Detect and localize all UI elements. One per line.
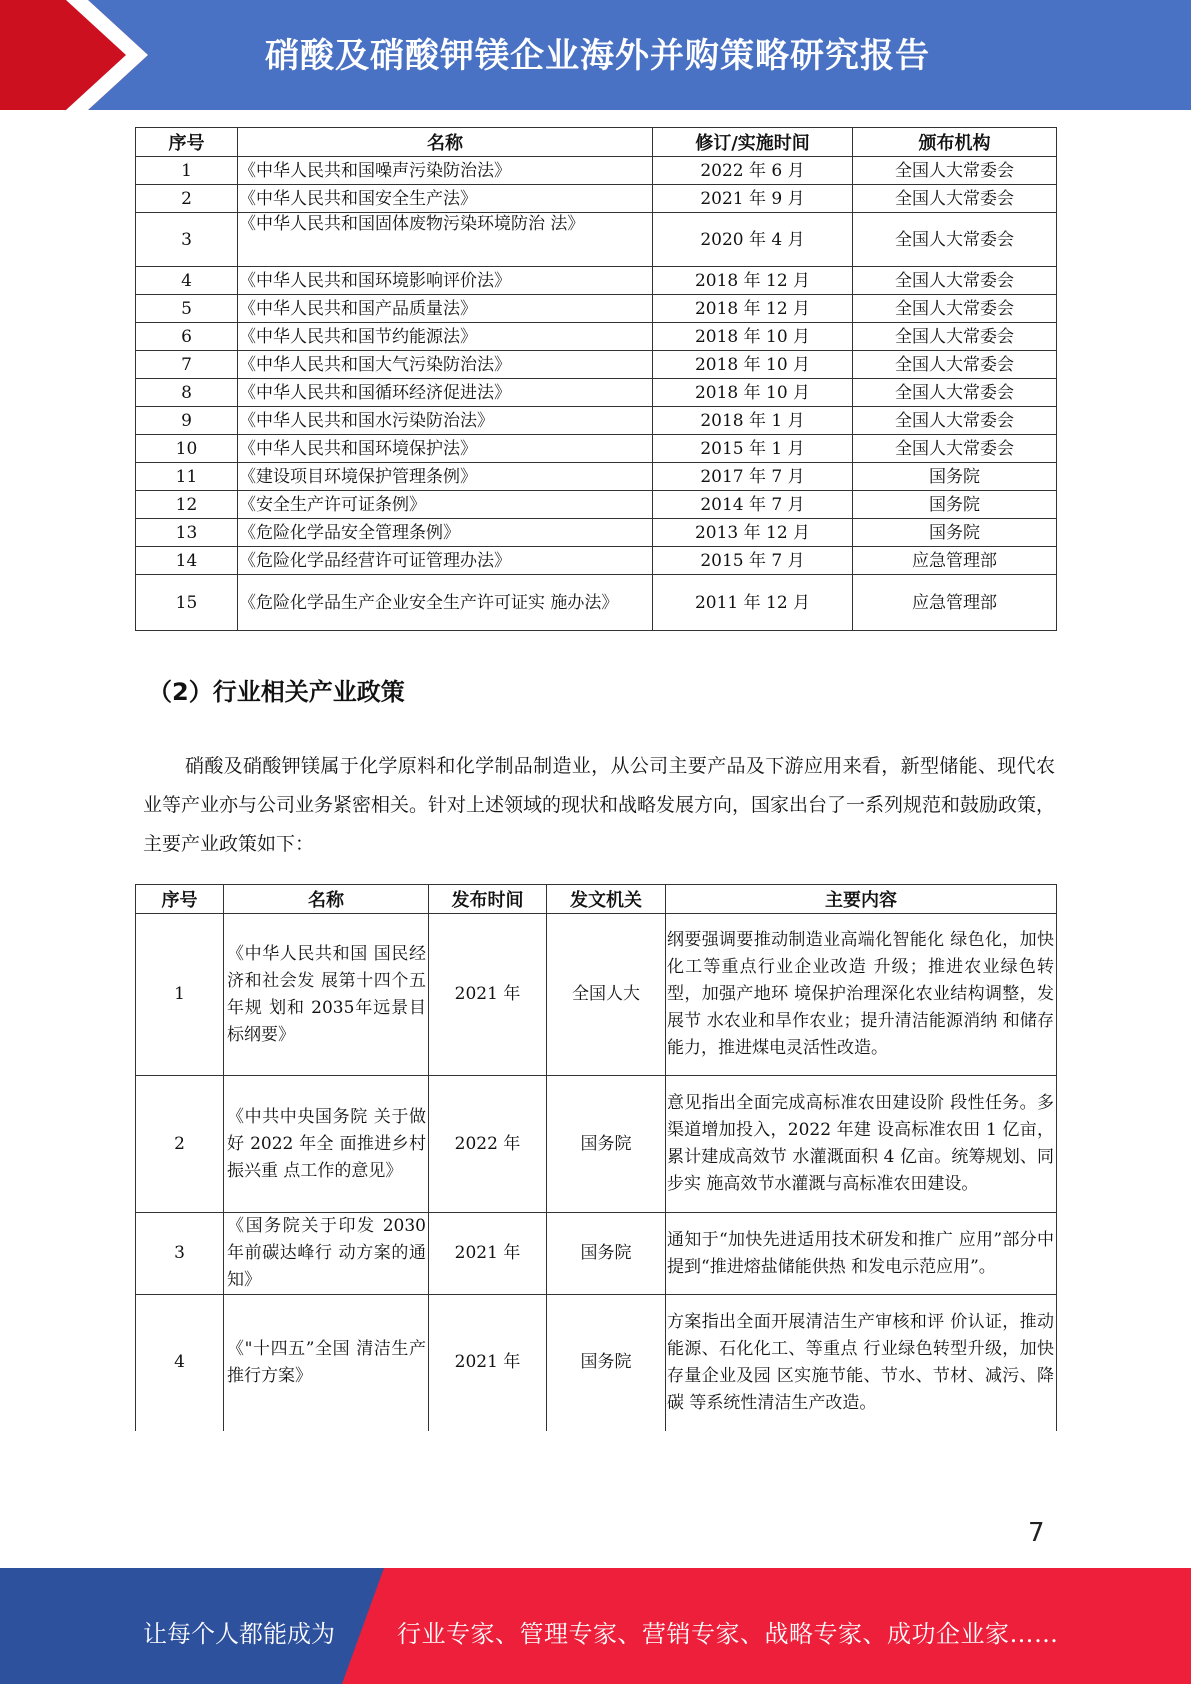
- effective-date: 2018 年 12 月: [653, 295, 853, 323]
- publish-date: 2021 年: [429, 1213, 547, 1295]
- table-header-row: [136, 885, 1057, 914]
- table-row: [136, 185, 1057, 213]
- column-header: 序号: [136, 128, 238, 157]
- column-header: 颁布机构: [853, 128, 1057, 157]
- row-number: 1: [136, 157, 238, 185]
- row-number: 6: [136, 323, 238, 351]
- table-row: [136, 351, 1057, 379]
- effective-date: 2015 年 1 月: [653, 435, 853, 463]
- policy-name: 《中共中央国务院 关于做好 2022 年全 面推进乡村振兴重 点工作的意见》: [224, 1076, 429, 1213]
- law-name: 《安全生产许可证条例》: [238, 491, 653, 519]
- issuing-body: 国务院: [853, 491, 1057, 519]
- law-name: 《中华人民共和国噪声污染防治法》: [238, 157, 653, 185]
- table-row: [136, 379, 1057, 407]
- law-name: 《建设项目环境保护管理条例》: [238, 463, 653, 491]
- effective-date: 2018 年 12 月: [653, 267, 853, 295]
- issuing-body: 全国人大常委会: [853, 323, 1057, 351]
- effective-date: 2015 年 7 月: [653, 547, 853, 575]
- table-row: [136, 547, 1057, 575]
- table-row: [136, 1076, 1057, 1213]
- row-number: 3: [136, 1213, 224, 1295]
- page-footer: [0, 1568, 1191, 1684]
- row-number: 11: [136, 463, 238, 491]
- issuing-body: 全国人大常委会: [853, 157, 1057, 185]
- issuing-body: 全国人大: [547, 914, 666, 1076]
- issuing-body: 全国人大常委会: [853, 185, 1057, 213]
- column-header: 名称: [224, 885, 429, 914]
- row-number: 4: [136, 267, 238, 295]
- row-number: 10: [136, 435, 238, 463]
- issuing-body: 全国人大常委会: [853, 267, 1057, 295]
- policy-name: 《中华人民共和国 国民经济和社会发 展第十四个五年规 划和 2035年远景目 标纲要》: [224, 914, 429, 1076]
- row-number: 8: [136, 379, 238, 407]
- page-number: 7: [1028, 1518, 1045, 1548]
- policy-name: 《"十四五”全国 清洁生产推行方案》: [224, 1295, 429, 1431]
- table-row: [136, 435, 1057, 463]
- publish-date: 2021 年: [429, 1295, 547, 1431]
- column-header: 主要内容: [666, 885, 1057, 914]
- table-row: [136, 575, 1057, 631]
- effective-date: 2017 年 7 月: [653, 463, 853, 491]
- law-name: 《中华人民共和国大气污染防治法》: [238, 351, 653, 379]
- policy-table: [135, 884, 1057, 1431]
- law-name: 《中华人民共和国安全生产法》: [238, 185, 653, 213]
- policy-content: 纲要强调要推动制造业高端化智能化 绿色化，加快化工等重点行业企业改造 升级；推进农业绿色转型，加强产地环 境保护治理深化农业结构调整，发展节 水农业和旱作农业；提升清洁能源消纳 和储存能力，推进煤电灵活性改造。: [666, 914, 1057, 1076]
- law-name: 《中华人民共和国节约能源法》: [238, 323, 653, 351]
- table-row: [136, 213, 1057, 267]
- row-number: 14: [136, 547, 238, 575]
- issuing-body: 全国人大常委会: [853, 407, 1057, 435]
- effective-date: 2021 年 9 月: [653, 185, 853, 213]
- row-number: 12: [136, 491, 238, 519]
- publish-date: 2021 年: [429, 914, 547, 1076]
- effective-date: 2013 年 12 月: [653, 519, 853, 547]
- effective-date: 2011 年 12 月: [653, 575, 853, 631]
- intro-paragraph: 硝酸及硝酸钾镁属于化学原料和化学制品制造业，从公司主要产品及下游应用来看，新型储能、现代农业等产业亦与公司业务紧密相关。针对上述领域的现状和战略发展方向，国家出台了一系列规范和鼓励政策，主要产业政策如下：: [143, 755, 1056, 855]
- issuing-body: 全国人大常委会: [853, 213, 1057, 267]
- column-header: 序号: [136, 885, 224, 914]
- section-heading: （2）行业相关产业政策: [148, 678, 405, 706]
- report-title: 硝酸及硝酸钾镁企业海外并购策略研究报告: [265, 36, 930, 76]
- law-name: 《危险化学品安全管理条例》: [238, 519, 653, 547]
- table-row: [136, 267, 1057, 295]
- row-number: 2: [136, 1076, 224, 1213]
- table-row: [136, 1213, 1057, 1295]
- row-number: 9: [136, 407, 238, 435]
- law-name: 《中华人民共和国固体废物污染环境防治 法》: [238, 213, 653, 267]
- issuing-body: 全国人大常委会: [853, 295, 1057, 323]
- issuing-body: 全国人大常委会: [853, 379, 1057, 407]
- law-name: 《中华人民共和国产品质量法》: [238, 295, 653, 323]
- column-header: 名称: [238, 128, 653, 157]
- issuing-body: 国务院: [547, 1295, 666, 1431]
- effective-date: 2020 年 4 月: [653, 213, 853, 267]
- publish-date: 2022 年: [429, 1076, 547, 1213]
- effective-date: 2018 年 10 月: [653, 379, 853, 407]
- issuing-body: 国务院: [547, 1213, 666, 1295]
- row-number: 5: [136, 295, 238, 323]
- law-name: 《中华人民共和国循环经济促进法》: [238, 379, 653, 407]
- row-number: 15: [136, 575, 238, 631]
- row-number: 4: [136, 1295, 224, 1431]
- effective-date: 2022 年 6 月: [653, 157, 853, 185]
- policy-name: 《国务院关于印发 2030 年前碳达峰行 动方案的通知》: [224, 1213, 429, 1295]
- effective-date: 2018 年 10 月: [653, 351, 853, 379]
- issuing-body: 国务院: [853, 463, 1057, 491]
- table-row: [136, 519, 1057, 547]
- issuing-body: 国务院: [853, 519, 1057, 547]
- column-header: 修订/实施时间: [653, 128, 853, 157]
- page-header: [0, 0, 1191, 110]
- law-name: 《危险化学品生产企业安全生产许可证实 施办法》: [238, 575, 653, 631]
- row-number: 2: [136, 185, 238, 213]
- table-row: [136, 491, 1057, 519]
- laws-table: [135, 127, 1057, 631]
- table-row: [136, 463, 1057, 491]
- table-row: [136, 914, 1057, 1076]
- row-number: 13: [136, 519, 238, 547]
- policy-content: 方案指出全面开展清洁生产审核和评 价认证，推动能源、石化化工、等重点 行业绿色转型升级，加快存量企业及园 区实施节能、节水、节材、减污、降碳 等系统性清洁生产改造。: [666, 1295, 1057, 1431]
- table-row: [136, 295, 1057, 323]
- table-row: [136, 323, 1057, 351]
- footer-slogan-right: 行业专家、管理专家、营销专家、战略专家、成功企业家……: [397, 1620, 1059, 1648]
- policy-content: 通知于“加快先进适用技术研发和推广 应用”部分中提到“推进熔盐储能供热 和发电示范应用”。: [666, 1213, 1057, 1295]
- issuing-body: 应急管理部: [853, 575, 1057, 631]
- effective-date: 2014 年 7 月: [653, 491, 853, 519]
- law-name: 《中华人民共和国环境保护法》: [238, 435, 653, 463]
- issuing-body: 全国人大常委会: [853, 351, 1057, 379]
- effective-date: 2018 年 10 月: [653, 323, 853, 351]
- row-number: 7: [136, 351, 238, 379]
- column-header: 发文机关: [547, 885, 666, 914]
- row-number: 1: [136, 914, 224, 1076]
- law-name: 《危险化学品经营许可证管理办法》: [238, 547, 653, 575]
- issuing-body: 国务院: [547, 1076, 666, 1213]
- law-name: 《中华人民共和国水污染防治法》: [238, 407, 653, 435]
- policy-content: 意见指出全面完成高标准农田建设阶 段性任务。多渠道增加投入，2022 年建 设高标准农田 1 亿亩，累计建成高效节 水灌溉面积 4 亿亩。统筹规划、同步实 施高效节水灌溉与高标准农田建设。: [666, 1076, 1057, 1213]
- table-row: [136, 407, 1057, 435]
- row-number: 3: [136, 213, 238, 267]
- column-header: 发布时间: [429, 885, 547, 914]
- issuing-body: 应急管理部: [853, 547, 1057, 575]
- issuing-body: 全国人大常委会: [853, 435, 1057, 463]
- law-name: 《中华人民共和国环境影响评价法》: [238, 267, 653, 295]
- table-row: [136, 157, 1057, 185]
- effective-date: 2018 年 1 月: [653, 407, 853, 435]
- table-header-row: [136, 128, 1057, 157]
- footer-slogan-left: 让每个人都能成为: [143, 1620, 335, 1648]
- table-row: [136, 1295, 1057, 1431]
